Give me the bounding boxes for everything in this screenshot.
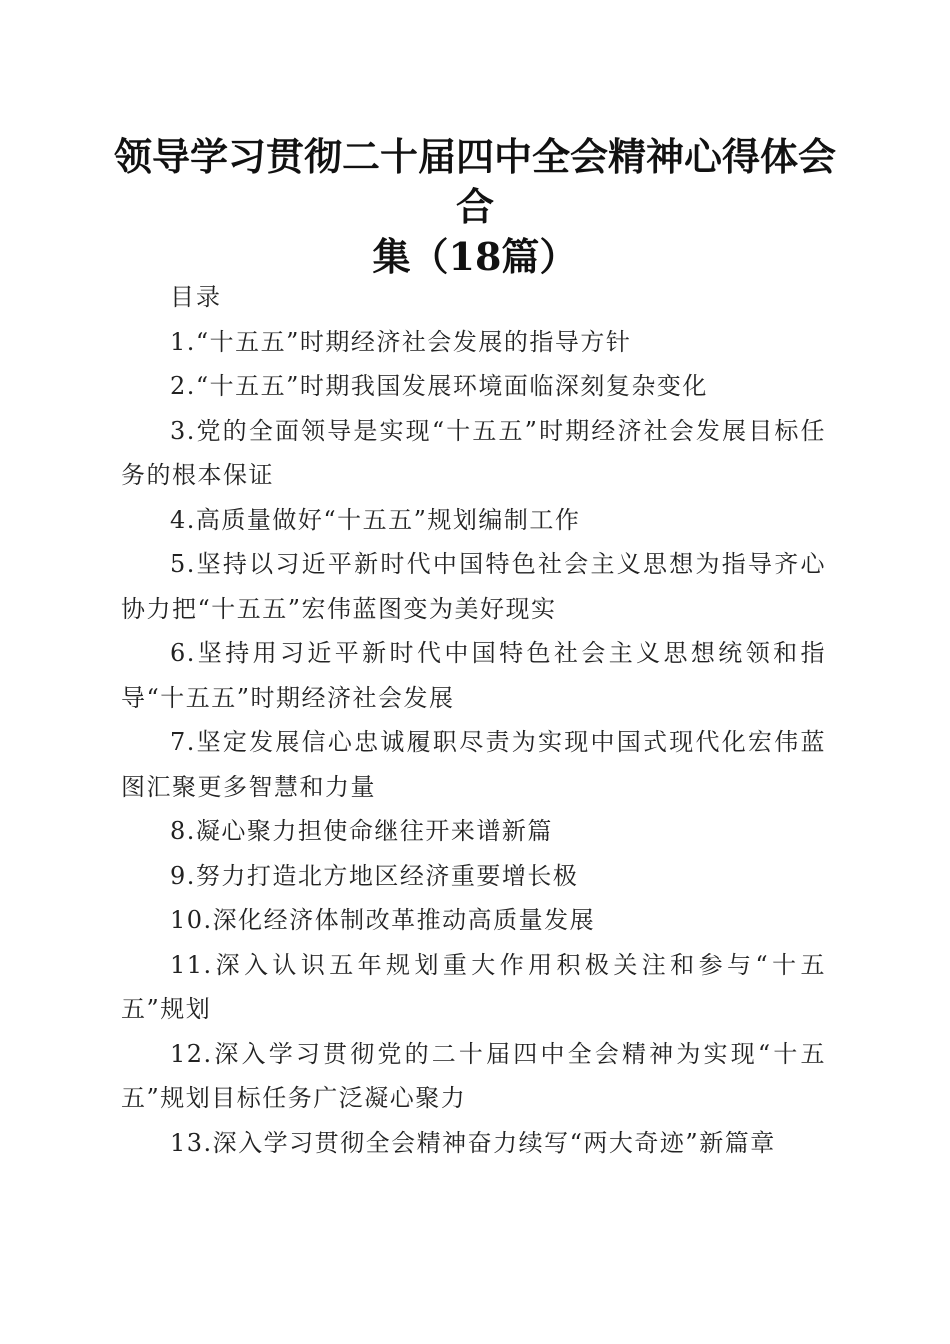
title-line-1: 领导学习贯彻二十届四中全会精神心得体会合: [113, 134, 836, 229]
toc-item-7: 7.坚定发展信心忠诚履职尽责为实现中国式现代化宏伟蓝图汇聚更多智慧和力量: [121, 728, 826, 801]
toc-item-9: 9.努力打造北方地区经济重要增长极: [170, 861, 579, 890]
toc-item-6: 6.坚持用习近平新时代中国特色社会主义思想统领和指导“十五五”时期经济社会发展: [121, 639, 826, 712]
toc-item-8: 8.凝心聚力担使命继往开来谱新篇: [170, 817, 553, 845]
toc-item-2: 2.“十五五”时期我国发展环境面临深刻复杂变化: [170, 372, 708, 400]
toc-item-12: 12.深入学习贯彻党的二十届四中全会精神为实现“十五五”规划目标任务广泛凝心聚力: [121, 1039, 826, 1112]
toc-item-10: 10.深化经济体制改革推动高质量发展: [170, 906, 596, 934]
title-line-2: 集（18篇）: [372, 234, 578, 279]
toc-item-4: 4.高质量做好“十五五”规划编制工作: [170, 505, 581, 534]
toc-item-11: 11.深入认识五年规划重大作用积极关注和参与“十五五”规划: [121, 950, 826, 1023]
table-of-contents: [121, 275, 826, 1165]
toc-item-3: 3.党的全面领导是实现“十五五”时期经济社会发展目标任务的根本保证: [121, 416, 826, 489]
toc-heading: 目录: [170, 283, 222, 311]
document-title: [100, 132, 850, 282]
toc-item-13: 13.深入学习贯彻全会精神奋力续写“两大奇迹”新篇章: [170, 1128, 776, 1157]
toc-item-5: 5.坚持以习近平新时代中国特色社会主义思想为指导齐心协力把“十五五”宏伟蓝图变为美好现实: [121, 550, 826, 623]
toc-item-1: 1.“十五五”时期经济社会发展的指导方针: [170, 327, 632, 356]
